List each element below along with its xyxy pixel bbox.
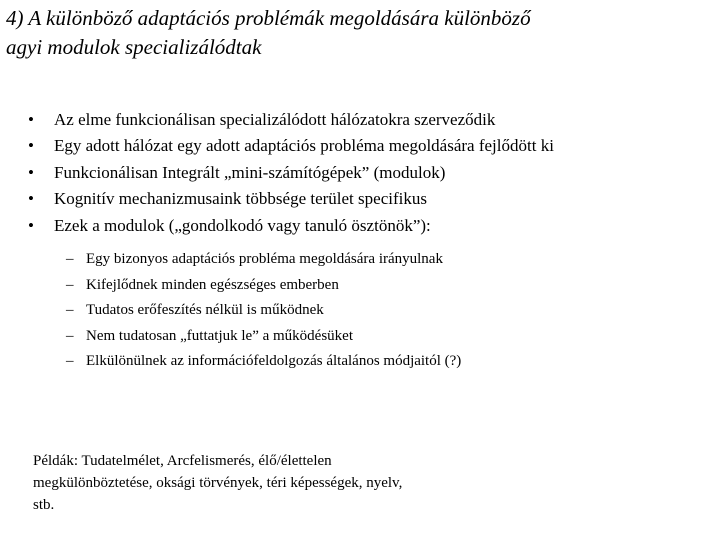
title-line-1: 4) A különböző adaptációs problémák megoldására különböző (6, 6, 531, 30)
bullet-item (26, 160, 706, 186)
title-line-2: agyi modulok specializálódtak (6, 35, 262, 59)
sub-bullet-text: Nem tudatosan „futtatjuk le” a működésüket (86, 327, 354, 344)
dash-icon: – (66, 251, 74, 267)
sub-bullet-list (66, 247, 666, 375)
sub-bullet-text: Kifejlődnek minden egészséges emberben (86, 276, 339, 293)
bullet-text: Kognitív mechanizmusaink többsége terület specifikus (54, 189, 427, 209)
dash-icon: – (66, 302, 74, 319)
examples-text (33, 450, 493, 516)
sub-bullet-item (66, 273, 666, 299)
bullet-item (26, 107, 706, 133)
bullet-item (26, 133, 706, 159)
sub-bullet-item (66, 324, 666, 350)
dash-icon: – (66, 276, 74, 293)
bullet-icon: • (28, 136, 34, 156)
bullet-icon: • (28, 189, 34, 209)
examples-line-3: stb. (33, 497, 55, 513)
sub-bullet-text: Egy bizonyos adaptációs probléma megoldására irányulnak (86, 251, 443, 267)
bullet-item (26, 213, 706, 239)
bullet-text: Egy adott hálózat egy adott adaptációs probléma megoldására fejlődött ki (54, 136, 554, 156)
sub-bullet-item (66, 298, 666, 324)
bullet-text: Az elme funkcionálisan specializálódott hálózatokra szerveződik (54, 110, 496, 129)
bullet-text: Ezek a modulok („gondolkodó vagy tanuló ösztönök”): (54, 215, 431, 235)
bullet-icon: • (28, 162, 34, 182)
dash-icon: – (66, 353, 74, 370)
sub-bullet-item (66, 349, 666, 375)
examples-line-2: megkülönböztetése, oksági törvények, téri képességek, nyelv, (33, 475, 403, 491)
bullet-text: Funkcionálisan Integrált „mini-számítógépek” (modulok) (54, 162, 446, 182)
sub-bullet-text: Tudatos erőfeszítés nélkül is működnek (86, 302, 324, 319)
sub-bullet-item (66, 247, 666, 273)
sub-bullet-text: Elkülönülnek az információfeldolgozás általános módjaitól (?) (86, 353, 462, 370)
slide-title (6, 4, 706, 62)
bullet-icon: • (28, 110, 34, 129)
bullet-list (26, 107, 706, 239)
bullet-icon: • (28, 215, 34, 235)
bullet-item (26, 186, 706, 212)
examples-line-1: Példák: Tudatelmélet, Arcfelismerés, élő/élettelen (33, 453, 332, 469)
dash-icon: – (66, 327, 74, 344)
